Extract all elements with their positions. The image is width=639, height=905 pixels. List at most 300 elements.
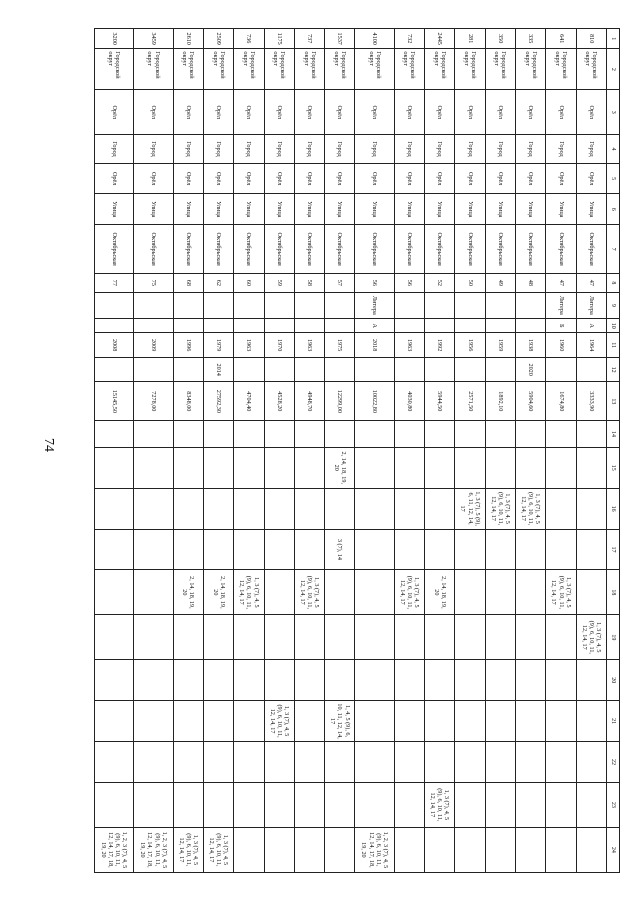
table-cell bbox=[95, 529, 134, 570]
table-cell bbox=[234, 701, 264, 742]
table-cell bbox=[425, 447, 455, 488]
table-cell: Городской округ bbox=[394, 49, 424, 90]
table-cell: 2014 bbox=[203, 357, 233, 382]
table-cell: 2, 14, 18, 19, 20 bbox=[173, 570, 203, 615]
table-cell: Город bbox=[516, 135, 546, 164]
table-row bbox=[394, 29, 424, 873]
table-cell: 1, 4, 5 (9), 6, 10, 11, 12, 14, 17 bbox=[325, 701, 355, 742]
table-cell bbox=[134, 742, 173, 783]
table-cell bbox=[394, 742, 424, 783]
table-cell: Орёл bbox=[355, 163, 394, 194]
table-cell bbox=[264, 782, 294, 827]
table-cell bbox=[134, 529, 173, 570]
table-cell bbox=[234, 319, 264, 333]
table-cell bbox=[95, 615, 134, 660]
table-cell: Городской округ bbox=[134, 49, 173, 90]
table-cell bbox=[264, 827, 294, 872]
table-cell: Орёл bbox=[394, 90, 424, 135]
table-cell bbox=[203, 782, 233, 827]
table-cell bbox=[134, 357, 173, 382]
table-cell bbox=[95, 701, 134, 742]
table-cell bbox=[576, 660, 606, 701]
table-cell: 4704,40 bbox=[234, 382, 264, 421]
table-cell bbox=[355, 782, 394, 827]
table-cell: Улица bbox=[425, 194, 455, 225]
table-cell: 1, 3 (7), 4, 5 (9), 6, 10, 11, 12, 14, 17 bbox=[294, 570, 324, 615]
table-cell bbox=[95, 488, 134, 529]
table-cell: 1992 bbox=[425, 333, 455, 358]
table-cell: Улица bbox=[516, 194, 546, 225]
column-number-header: 22 bbox=[607, 742, 620, 783]
column-number-header: 12 bbox=[607, 357, 620, 382]
table-cell: 1, 2, 3 (7), 4, 5 (9), 6, 10, 11, 12, 14, 17, 18, 19, 20 bbox=[95, 827, 134, 872]
column-number-header: 10 bbox=[607, 319, 620, 333]
table-cell bbox=[325, 357, 355, 382]
table-cell: Городской округ bbox=[294, 49, 324, 90]
table-cell bbox=[95, 357, 134, 382]
table-cell: Город bbox=[546, 135, 576, 164]
table-cell: Улица bbox=[325, 194, 355, 225]
table-cell: 1, 3 (7), 4, 5 (9), 6, 10, 11, 12, 14, 17 bbox=[425, 782, 455, 827]
table-cell bbox=[394, 782, 424, 827]
table-cell bbox=[264, 488, 294, 529]
table-cell bbox=[355, 421, 394, 448]
table-cell bbox=[485, 570, 515, 615]
table-cell bbox=[294, 488, 324, 529]
table-cell: Орёл bbox=[134, 90, 173, 135]
table-cell: 350 bbox=[485, 29, 515, 49]
table-cell: 75 bbox=[134, 274, 173, 292]
table-cell: 1, 3 (7), 5 (9), 6, 11, 12, 14, 17 bbox=[455, 488, 485, 529]
table-cell bbox=[134, 782, 173, 827]
table-cell bbox=[455, 421, 485, 448]
repair-schedule-table bbox=[94, 28, 620, 873]
table-cell bbox=[576, 529, 606, 570]
table-cell bbox=[394, 357, 424, 382]
table-cell: Городской округ bbox=[516, 49, 546, 90]
table-cell bbox=[576, 827, 606, 872]
table-row bbox=[546, 29, 576, 873]
table-cell: Орёл bbox=[294, 163, 324, 194]
table-cell: 3459 bbox=[134, 29, 173, 49]
table-cell bbox=[355, 570, 394, 615]
table-cell bbox=[485, 529, 515, 570]
column-number-header: 2 bbox=[607, 49, 620, 90]
table-cell: 52 bbox=[425, 274, 455, 292]
table-cell bbox=[95, 421, 134, 448]
table-cell bbox=[516, 570, 546, 615]
table-cell: 810 bbox=[576, 29, 606, 49]
table-cell bbox=[203, 488, 233, 529]
table-cell: 1, 2, 3 (7), 4, 5 (9), 6, 10, 11, 12, 14, 17, 18, 19, 20 bbox=[134, 827, 173, 872]
table-cell: 57 bbox=[325, 274, 355, 292]
table-cell bbox=[485, 782, 515, 827]
table-cell bbox=[455, 357, 485, 382]
table-cell bbox=[173, 615, 203, 660]
table-cell bbox=[485, 421, 515, 448]
table-cell bbox=[516, 701, 546, 742]
table-cell bbox=[95, 447, 134, 488]
table-cell: Октябрьская bbox=[173, 225, 203, 274]
table-cell: Городской округ bbox=[264, 49, 294, 90]
table-cell: Орёл bbox=[95, 163, 134, 194]
table-cell: Орёл bbox=[425, 90, 455, 135]
table-cell bbox=[576, 447, 606, 488]
table-cell: Улица bbox=[576, 194, 606, 225]
table-cell bbox=[394, 827, 424, 872]
table-cell: Орёл bbox=[516, 90, 546, 135]
table-row bbox=[234, 29, 264, 873]
table-body bbox=[95, 29, 607, 873]
table-row bbox=[516, 29, 546, 873]
table-cell: Городской округ bbox=[425, 49, 455, 90]
table-cell bbox=[425, 319, 455, 333]
table-cell: Орёл bbox=[325, 163, 355, 194]
table-cell: 8348,00 bbox=[173, 382, 203, 421]
table-cell bbox=[264, 357, 294, 382]
table-cell: 1963 bbox=[234, 333, 264, 358]
table-cell: 1956 bbox=[455, 333, 485, 358]
table-cell bbox=[516, 292, 546, 319]
table-cell: Городской округ bbox=[173, 49, 203, 90]
table-cell: Улица bbox=[264, 194, 294, 225]
table-cell: 47 bbox=[576, 274, 606, 292]
table-cell bbox=[516, 319, 546, 333]
table-cell: Октябрьская bbox=[264, 225, 294, 274]
table-cell bbox=[134, 615, 173, 660]
column-number-header: 15 bbox=[607, 447, 620, 488]
table-cell: Городской округ bbox=[234, 49, 264, 90]
table-cell bbox=[516, 529, 546, 570]
table-cell: 3200 bbox=[95, 29, 134, 49]
table-cell bbox=[173, 660, 203, 701]
table-cell bbox=[173, 488, 203, 529]
table-cell bbox=[234, 447, 264, 488]
table-cell: Б bbox=[546, 319, 576, 333]
table-cell bbox=[485, 701, 515, 742]
table-cell: 1, 2, 3 (7), 4, 5 (9), 6, 10, 11, 12, 14, 17, 18, 19, 20 bbox=[355, 827, 394, 872]
table-cell bbox=[546, 529, 576, 570]
table-cell: 1, 3 (7), 4, 5 (9), 6, 10, 11, 12, 14, 17 bbox=[234, 570, 264, 615]
table-cell: Городской округ bbox=[576, 49, 606, 90]
table-cell: 12299,00 bbox=[325, 382, 355, 421]
table-cell: Орёл bbox=[173, 90, 203, 135]
table-cell: Город bbox=[294, 135, 324, 164]
table-cell: 641 bbox=[546, 29, 576, 49]
table-cell: 4100 bbox=[355, 29, 394, 49]
table-cell bbox=[394, 488, 424, 529]
table-cell bbox=[203, 701, 233, 742]
table-cell bbox=[455, 827, 485, 872]
table-cell bbox=[134, 660, 173, 701]
table-cell bbox=[394, 421, 424, 448]
table-row bbox=[455, 29, 485, 873]
table-cell: 5944,50 bbox=[425, 382, 455, 421]
table-cell bbox=[546, 357, 576, 382]
table-cell: 60 bbox=[234, 274, 264, 292]
column-number-header: 23 bbox=[607, 782, 620, 827]
table-cell: Орёл bbox=[203, 90, 233, 135]
table-cell: 1975 bbox=[325, 333, 355, 358]
table-cell: Городской округ bbox=[95, 49, 134, 90]
table-row bbox=[134, 29, 173, 873]
table-cell bbox=[294, 529, 324, 570]
table-cell: 2008 bbox=[95, 333, 134, 358]
table-cell bbox=[203, 421, 233, 448]
table-cell bbox=[425, 742, 455, 783]
column-number-header: 3 bbox=[607, 90, 620, 135]
table-cell: 1, 3 (7), 4, 5 (9), 6, 10, 11, 12, 14, 17 bbox=[546, 570, 576, 615]
table-cell bbox=[394, 660, 424, 701]
table-cell: 1, 3 (7), 4, 5 (9), 6, 10, 11, 12, 14, 17 bbox=[516, 488, 546, 529]
table-cell: Улица bbox=[95, 194, 134, 225]
table-cell: 1979 bbox=[203, 333, 233, 358]
table-cell bbox=[294, 357, 324, 382]
table-cell bbox=[325, 615, 355, 660]
table-row bbox=[485, 29, 515, 873]
table-cell bbox=[134, 319, 173, 333]
table-cell: 50 bbox=[455, 274, 485, 292]
table-cell bbox=[546, 660, 576, 701]
table-cell bbox=[95, 742, 134, 783]
table-cell: 1938 bbox=[516, 333, 546, 358]
table-cell: Орёл bbox=[516, 163, 546, 194]
table-cell bbox=[394, 529, 424, 570]
table-cell: Орёл bbox=[234, 90, 264, 135]
table-cell bbox=[264, 660, 294, 701]
table-cell bbox=[455, 447, 485, 488]
table-cell bbox=[264, 292, 294, 319]
table-cell bbox=[516, 615, 546, 660]
table-cell bbox=[546, 701, 576, 742]
table-cell bbox=[516, 660, 546, 701]
table-cell: 15145,50 bbox=[95, 382, 134, 421]
column-number-header: 19 bbox=[607, 615, 620, 660]
table-cell: Город bbox=[234, 135, 264, 164]
column-number-header: 4 bbox=[607, 135, 620, 164]
table-cell: Городской округ bbox=[325, 49, 355, 90]
table-cell bbox=[576, 357, 606, 382]
table-cell: Литера bbox=[576, 292, 606, 319]
table-cell bbox=[455, 319, 485, 333]
table-cell: Орёл bbox=[325, 90, 355, 135]
table-cell bbox=[203, 529, 233, 570]
table-cell: Город bbox=[455, 135, 485, 164]
table-cell bbox=[516, 742, 546, 783]
table-cell bbox=[516, 447, 546, 488]
table-cell: Орёл bbox=[394, 163, 424, 194]
table-cell: 56 bbox=[355, 274, 394, 292]
table-cell: 2571,50 bbox=[455, 382, 485, 421]
column-number-header: 13 bbox=[607, 382, 620, 421]
table-cell: Городской округ bbox=[485, 49, 515, 90]
table-cell: Октябрьская bbox=[355, 225, 394, 274]
table-cell bbox=[546, 488, 576, 529]
table-cell: 62 bbox=[203, 274, 233, 292]
table-cell: 737 bbox=[294, 29, 324, 49]
table-cell bbox=[576, 570, 606, 615]
table-cell: 1, 3 (7), 4, 5 (9), 6, 10, 11, 12, 14, 17 bbox=[485, 488, 515, 529]
table-cell: Город bbox=[576, 135, 606, 164]
table-cell: Улица bbox=[394, 194, 424, 225]
table-cell: Орёл bbox=[95, 90, 134, 135]
table-cell: 10022,80 bbox=[355, 382, 394, 421]
table-cell: 2445 bbox=[425, 29, 455, 49]
table-cell bbox=[234, 742, 264, 783]
column-number-header: 5 bbox=[607, 163, 620, 194]
column-number-header: 11 bbox=[607, 333, 620, 358]
table-cell: Городской округ bbox=[203, 49, 233, 90]
rotated-table-container bbox=[94, 28, 620, 873]
table-cell: Городской округ bbox=[455, 49, 485, 90]
column-number-header: 18 bbox=[607, 570, 620, 615]
table-cell: Город bbox=[355, 135, 394, 164]
table-cell: 335 bbox=[516, 29, 546, 49]
table-cell: Город bbox=[264, 135, 294, 164]
table-cell bbox=[294, 447, 324, 488]
table-cell: 736 bbox=[234, 29, 264, 49]
table-cell: Орёл bbox=[455, 163, 485, 194]
table-cell: Октябрьская bbox=[134, 225, 173, 274]
table-cell bbox=[294, 615, 324, 660]
table-cell bbox=[355, 701, 394, 742]
table-cell: 5904,60 bbox=[516, 382, 546, 421]
table-cell: 2610 bbox=[173, 29, 203, 49]
table-cell: 2020 bbox=[516, 357, 546, 382]
table-cell: 2, 14, 18, 19, 20 bbox=[203, 570, 233, 615]
table-cell: 2, 14, 18, 19, 20 bbox=[425, 570, 455, 615]
table-row bbox=[95, 29, 134, 873]
column-number-header: 16 bbox=[607, 488, 620, 529]
table-cell: 7278,00 bbox=[134, 382, 173, 421]
table-cell: 47 bbox=[546, 274, 576, 292]
table-cell bbox=[425, 701, 455, 742]
table-row bbox=[203, 29, 233, 873]
table-cell bbox=[516, 782, 546, 827]
table-cell bbox=[425, 421, 455, 448]
table-row bbox=[355, 29, 394, 873]
table-cell bbox=[425, 615, 455, 660]
table-cell: 4528,20 bbox=[264, 382, 294, 421]
table-cell bbox=[325, 319, 355, 333]
table-cell bbox=[294, 701, 324, 742]
table-cell bbox=[355, 529, 394, 570]
table-cell bbox=[264, 447, 294, 488]
table-cell: 48 bbox=[516, 274, 546, 292]
table-cell bbox=[325, 742, 355, 783]
table-cell bbox=[455, 292, 485, 319]
table-cell bbox=[455, 529, 485, 570]
table-cell: 1996 bbox=[173, 333, 203, 358]
table-cell: Октябрьская bbox=[485, 225, 515, 274]
table-cell: Город bbox=[394, 135, 424, 164]
table-cell bbox=[203, 660, 233, 701]
table-cell: А bbox=[576, 319, 606, 333]
table-row bbox=[576, 29, 606, 873]
table-cell: Литера bbox=[355, 292, 394, 319]
table-cell bbox=[294, 742, 324, 783]
table-cell: Улица bbox=[455, 194, 485, 225]
table-cell bbox=[173, 742, 203, 783]
table-cell bbox=[425, 827, 455, 872]
table-cell bbox=[95, 660, 134, 701]
table-cell bbox=[264, 570, 294, 615]
table-cell bbox=[394, 319, 424, 333]
table-cell bbox=[173, 782, 203, 827]
table-cell bbox=[173, 319, 203, 333]
table-cell bbox=[264, 421, 294, 448]
table-cell: 2018 bbox=[355, 333, 394, 358]
table-cell bbox=[425, 357, 455, 382]
table-cell bbox=[394, 701, 424, 742]
table-cell: 1, 3 (7), 4, 5 (9), 6, 10, 11, 12, 14, 17 bbox=[203, 827, 233, 872]
table-cell: Октябрьская bbox=[234, 225, 264, 274]
table-cell bbox=[355, 447, 394, 488]
table-cell bbox=[485, 319, 515, 333]
table-cell: 1964 bbox=[576, 333, 606, 358]
table-cell bbox=[134, 421, 173, 448]
table-cell bbox=[264, 742, 294, 783]
table-cell bbox=[485, 292, 515, 319]
table-cell bbox=[455, 615, 485, 660]
table-cell: 1963 bbox=[394, 333, 424, 358]
table-cell bbox=[546, 782, 576, 827]
table-cell bbox=[355, 357, 394, 382]
table-cell: Улица bbox=[234, 194, 264, 225]
table-cell: Октябрьская bbox=[325, 225, 355, 274]
table-cell bbox=[203, 615, 233, 660]
table-cell: 3333,90 bbox=[576, 382, 606, 421]
table-cell bbox=[294, 292, 324, 319]
table-cell bbox=[234, 615, 264, 660]
table-cell bbox=[234, 827, 264, 872]
table-cell: Октябрьская bbox=[203, 225, 233, 274]
table-cell bbox=[173, 357, 203, 382]
table-cell bbox=[485, 827, 515, 872]
table-cell bbox=[264, 529, 294, 570]
table-cell: 1, 3 (7), 4, 5 (9), 6, 10, 11, 12, 14, 17 bbox=[394, 570, 424, 615]
table-cell: Орёл bbox=[546, 90, 576, 135]
table-cell bbox=[425, 488, 455, 529]
table-cell: Городской округ bbox=[355, 49, 394, 90]
table-cell: 1, 3 (7), 4, 5 (9), 6, 10, 11, 12, 14, 17 bbox=[264, 701, 294, 742]
table-cell: 1970 bbox=[264, 333, 294, 358]
table-row bbox=[294, 29, 324, 873]
table-cell bbox=[294, 421, 324, 448]
table-cell bbox=[576, 701, 606, 742]
table-cell bbox=[455, 782, 485, 827]
table-cell bbox=[203, 742, 233, 783]
table-cell bbox=[546, 742, 576, 783]
table-cell: А bbox=[355, 319, 394, 333]
table-cell bbox=[134, 701, 173, 742]
table-cell bbox=[325, 827, 355, 872]
table-cell bbox=[355, 488, 394, 529]
table-cell: Улица bbox=[546, 194, 576, 225]
column-number-header: 7 bbox=[607, 225, 620, 274]
table-cell bbox=[355, 615, 394, 660]
table-cell: Октябрьская bbox=[455, 225, 485, 274]
table-cell bbox=[234, 782, 264, 827]
column-number-header: 9 bbox=[607, 292, 620, 319]
table-cell bbox=[485, 615, 515, 660]
table-cell bbox=[134, 292, 173, 319]
column-number-header: 20 bbox=[607, 660, 620, 701]
table-cell bbox=[134, 488, 173, 529]
table-cell: Орёл bbox=[203, 163, 233, 194]
table-cell: Орёл bbox=[576, 90, 606, 135]
table-cell: 58 bbox=[294, 274, 324, 292]
